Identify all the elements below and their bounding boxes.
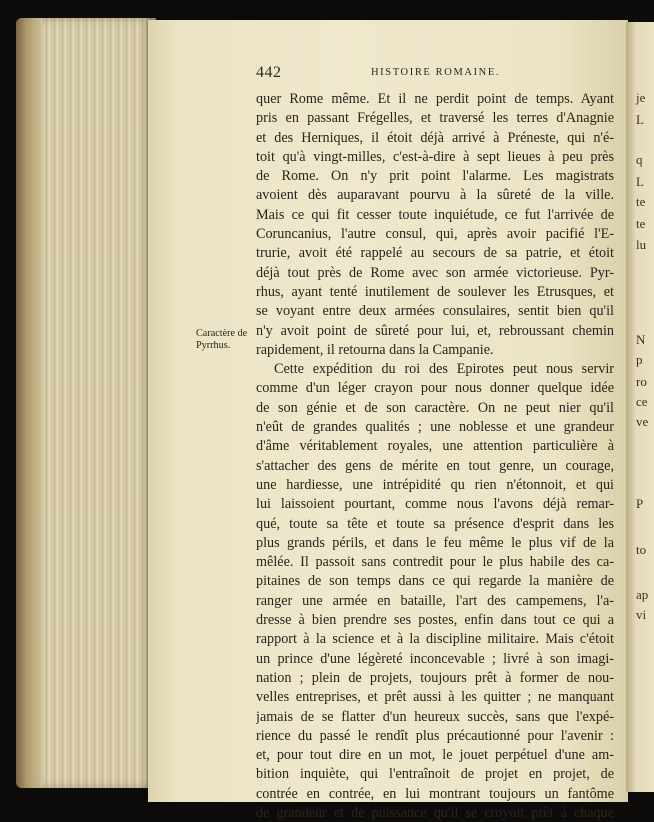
right-page-fragment: L — [636, 174, 644, 189]
text-line: plus grands périls, et dans le feu même le plus vif de la — [256, 534, 614, 551]
text-line: velles entreprises, et prêt aussi à les quitter ; ne manquant — [256, 689, 614, 706]
right-page-fragment: L — [636, 112, 644, 127]
text-line: lui laissoient pourtant, comme nous l'avons déjà remar- — [256, 496, 614, 513]
text-line: bition inquiète, qui l'entraînoit de projet en projet, de — [256, 766, 614, 783]
text-line: rhus, ayant tenté inutilement de soulever les Etrusques, et — [256, 283, 614, 300]
text-line: rapidement, il retourna dans la Campanie. — [256, 341, 494, 358]
text-line: jamais de se flatter d'un heureux succès, sans que l'expé- — [256, 708, 614, 725]
right-page-fragment: ro — [636, 374, 647, 389]
text-line: dresse à bien prendre ses postes, enfin dans tout ce qui a — [256, 612, 614, 629]
body-text — [256, 90, 614, 822]
text-line: de grandeur et de puissance qu'il se croyoit prêt à chaque — [256, 804, 614, 821]
text-line: un prince d'une légèreté inconcevable ; livré à son imagi- — [256, 650, 614, 667]
text-line: qué, toute sa tête et toute sa présence d'esprit dans les — [256, 515, 614, 532]
text-line: avoient dès auparavant pourvu à la sûreté de la ville. — [256, 187, 614, 204]
right-page-fragment: p — [636, 352, 643, 367]
text-line: de Rome. On n'y prit point l'alarme. Les magistrats — [256, 168, 614, 185]
text-line: toit qu'à vingt-milles, c'est-à-dire à sept lieues à peu près — [256, 148, 614, 165]
text-line: contrée en contrée, en lui montrant toujours un fantôme — [256, 785, 614, 802]
text-line: pris en passant Frégelles, et traversé les terres d'Anagnie — [256, 110, 614, 127]
text-line: s'attacher des gens de mérite en tout genre, un courage, — [256, 457, 614, 474]
right-page-fragment: te — [636, 216, 646, 231]
right-page-fragment: ce — [636, 394, 648, 409]
text-line: ranger une armée en bataille, l'art des campemens, l'a- — [256, 592, 614, 609]
right-page-fragment: q — [636, 152, 643, 167]
book-spine-edge — [16, 18, 42, 788]
text-line: une hardiesse, une intrépidité qu rien n'étonnoit, et qui — [256, 476, 614, 493]
right-page-fragment: te — [636, 194, 646, 209]
text-line: se voyant entre deux armées consulaires, sentit bien qu'il — [256, 303, 614, 320]
text-line: rapport à la science et à la discipline militaire. Mais c'étoit — [256, 631, 614, 648]
right-page-fragment: P — [636, 496, 644, 511]
text-line: comme d'un léger crayon pour nous donner quelque idée — [256, 380, 614, 397]
text-line: Mais ce qui fit cesser toute inquiétude, ce fut l'arrivée de — [256, 206, 614, 223]
text-line: n'y avoit point de sûreté pour lui, et, rebroussant chemin — [256, 322, 614, 339]
right-page-fragment: N — [636, 332, 646, 347]
text-line: Coruncanius, l'autre consul, qui, après avoir pacifié l'E- — [256, 226, 614, 243]
right-page-fragment: je — [636, 90, 646, 105]
text-line: quer Rome même. Et il ne perdit point de temps. Ayant — [256, 91, 614, 107]
right-page-edge — [626, 22, 654, 792]
margin-note-line: Caractère de — [196, 328, 248, 339]
text-line: déjà tout près de Rome avec son armée victorieuse. Pyr- — [256, 264, 614, 281]
text-line: trurie, avoit été rappelé au secours de sa patrie, et étoit — [256, 245, 614, 262]
text-line: et, pour tout dire en un mot, le jouet perpétuel d'une am- — [256, 747, 614, 764]
page-header — [256, 64, 612, 86]
text-line: nation ; plein de projets, toujours prêt à former de nou- — [256, 669, 614, 686]
text-line: de son génie et de son caractère. On ne peut nier qu'il — [256, 399, 614, 416]
margin-note — [196, 328, 258, 352]
text-line: et des Herniques, il étoit déjà arrivé à Préneste, qui n'é- — [256, 129, 614, 146]
right-page-fragment: ve — [636, 414, 649, 429]
text-line: rience du passé le rendît plus précautionné pour l'avenir : — [256, 727, 614, 744]
right-page-fragment: lu — [636, 237, 647, 252]
text-line: mêlée. Il passoit sans contredit pour le plus habile des ca- — [256, 554, 614, 571]
text-line: Cette expédition du roi des Epirotes peut nous servir — [274, 361, 614, 378]
page-number: 442 — [256, 64, 282, 81]
right-page-fragment: vi — [636, 607, 647, 622]
right-page-fragment: ap — [636, 587, 649, 602]
right-page-fragment: to — [636, 542, 647, 557]
text-line: n'eût de grandes qualités ; une noblesse et une grandeur — [256, 419, 614, 436]
text-line: d'âme véritablement royales, une attention particulière à — [256, 438, 614, 455]
running-title: HISTOIRE ROMAINE. — [371, 67, 501, 78]
margin-note-line: Pyrrhus. — [196, 340, 231, 351]
text-line: pitaines de son temps dans ce qui regarde la manière de — [256, 573, 614, 590]
